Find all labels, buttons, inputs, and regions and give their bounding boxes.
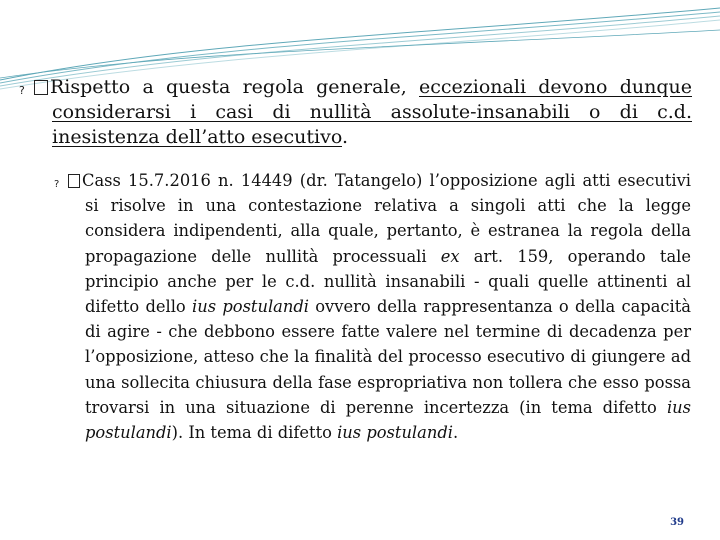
case-italic-ex: ex [440,246,460,266]
case-text-4: ). In tema di difetto [171,423,338,443]
case-text-5: . [452,423,459,443]
bullet-icon [34,80,48,95]
case-italic-ius-1: ius postulandi [192,297,309,317]
case-italic-ius-2: ius postulandi [85,397,691,443]
bullet-item-main [34,75,692,150]
case-text-2: art. 159, operando tale principio anche per le c.d. nullità insanabili - quali quelle attinenti al difetto dello [85,246,691,317]
bullet-item-case-law [68,168,691,445]
bullet-end-text: . [341,126,349,148]
case-text-1: Cass 15.7.2016 n. 14449 (dr. Tatangelo) l’opposizione agli atti esecutivi si risolve in una contestazione relativa a singoli atti che la legge considera indipendenti, alla quale, pertanto, è estranea la regola della propagazione delle nullità processuali [82,171,691,266]
case-text-3: ovvero della rappresentanza o della capacità di agire - che debbono essere fatte valere nel termine di decadenza per l’opposizione, atteso che la finalità del processo esecutivo di giungere ad una sollecita chiusura della fase espropriativa non tollera che esso possa trovarsi in una situazione di perenne incertezza (in tema difetto [85,297,691,417]
bullet-underlined-text: eccezionali devono dunque considerarsi i casi di nullità assolute-insanabili o di c.d. inesistenza dell’atto esecutivo [52,76,692,148]
bullet-icon [68,174,80,188]
case-italic-ius-3: ius postulandi [337,423,453,443]
bullet-intro-text: Rispetto a questa regola generale, [50,76,420,98]
page-number: 39 [670,517,684,528]
